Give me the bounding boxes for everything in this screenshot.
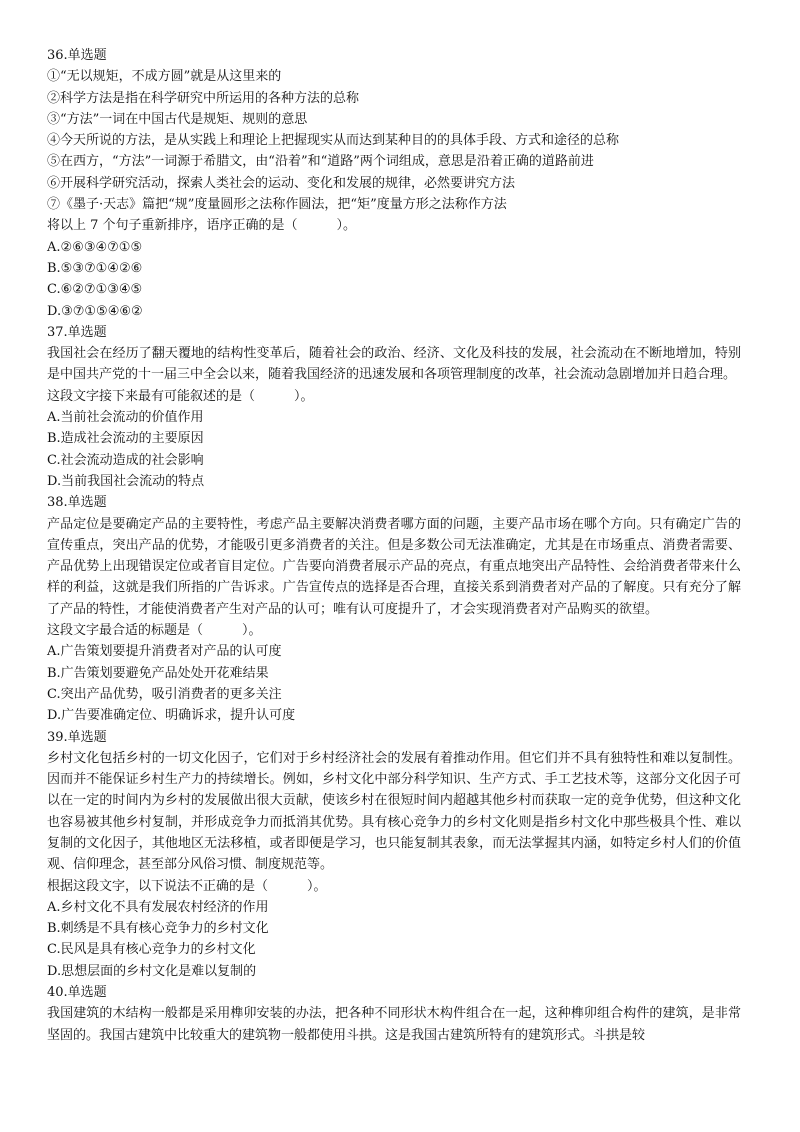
option-b: B.广告策划要避免产品处处开花难结果 xyxy=(47,665,269,681)
question-stem: 根据这段文字，以下说法不正确的是（ ）。 xyxy=(47,878,327,894)
question-title: 36.单选题 xyxy=(47,48,107,63)
option-a: A.②⑥③④⑦①⑤ xyxy=(47,239,143,255)
sentence-1: ①“无以规矩，不成方圆”就是从这里来的 xyxy=(47,69,282,85)
question-36 xyxy=(47,45,750,322)
sentence-7: ⑦《墨子·天志》篇把“规”度量圆形之法称作圆法，把“矩”度量方形之法称作方法 xyxy=(47,197,507,213)
option-b: B.造成社会流动的主要原因 xyxy=(47,431,204,447)
option-c: C.民风是具有核心竞争力的乡村文化 xyxy=(47,942,256,958)
option-d: D.③⑦①⑤④⑥② xyxy=(47,303,143,319)
sentence-5: ⑤在西方，“方法”一词源于希腊文，由“沿着”和“道路”两个词组成，意思是沿着正确的道路前进 xyxy=(47,154,594,170)
option-c: C.⑥②⑦①③④⑤ xyxy=(47,282,143,298)
question-title: 37.单选题 xyxy=(47,324,107,340)
option-d: D.当前我国社会流动的特点 xyxy=(47,473,205,489)
option-d: D.广告要准确定位、明确诉求，提升认可度 xyxy=(47,708,296,724)
question-passage: 产品定位是要确定产品的主要特性，考虑产品主要解决消费者哪方面的问题，主要产品市场在哪个方向。只有确定广告的宣传重点，突出产品的优势，才能吸引更多消费者的关注。但是多数公司无法准确定，尤其是在市场重点、消费者需要、产品优势上出现错误定位或者盲目定位。广告要向消费者展示产品的亮点，有重点地突出产品特性、会给消费者带来什么样的利益，这就是我们所指的广告诉求。广告宣传点的选择是否合理，直接关系到消费者对产品的了解度。只有充分了解了产品的特性，才能使消费者产生对产品的认可；唯有认可度提升了，才会实现消费者对产品购买的欲望。 xyxy=(47,516,741,617)
question-passage: 我国建筑的木结构一般都是采用榫卯安装的办法，把各种不同形状木构件组合在一起，这种榫卯组合构件的建筑，是非常坚固的。我国古建筑中比较重大的建筑物一般都使用斗拱。这是我国古建筑所特有的建筑形式。斗拱是较 xyxy=(47,1006,741,1043)
question-passage: 乡村文化包括乡村的一切文化因子，它们对于乡村经济社会的发展有着推动作用。但它们并不具有独特性和难以复制性。因而并不能保证乡村生产力的持续增长。例如，乡村文化中部分科学知识、生产方式、手工艺技术等，这部分文化因子可以在一定的时间内为乡村的发展做出很大贡献，使该乡村在很短时间内超越其他乡村而获取一定的竞争优势，但这种文化也容易被其他乡村复制，并形成竞争力而抵消其优势。具有核心竞争力的乡村文化则是指乡村文化中那些极具个性、难以复制的文化因子，其他地区无法移植，或者即便是学习，也只能复制其表象，而无法掌握其内涵，如特定乡村人们的价值观、信仰理念，甚至部分风俗习惯、制度规范等。 xyxy=(47,750,741,873)
sentence-4: ④今天所说的方法，是从实践上和理论上把握现实从而达到某种目的的具体手段、方式和途径的总称 xyxy=(47,133,620,149)
question-title: 38.单选题 xyxy=(47,495,107,511)
sentence-6: ⑥开展科学研究活动，探索人类社会的运动、变化和发展的规律，必然要讲究方法 xyxy=(47,175,516,191)
sentence-2: ②科学方法是指在科学研究中所运用的各种方法的总称 xyxy=(47,90,360,106)
option-a: A.乡村文化不具有发展农村经济的作用 xyxy=(47,899,269,915)
question-passage: 我国社会在经历了翻天覆地的结构性变革后，随着社会的政治、经济、文化及科技的发展，社会流动在不断地增加，特别是中国共产党的十一届三中全会以来，随着我国经济的迅速发展和各项管理制度的改革，社会流动急剧增加并日趋合理。 xyxy=(47,346,741,383)
question-stem: 这段文字接下来最有可能叙述的是（ ）。 xyxy=(47,388,314,404)
sentence-3: ③“方法”一词在中国古代是规矩、规则的意思 xyxy=(47,111,308,127)
question-stem: 这段文字最合适的标题是（ ）。 xyxy=(47,623,262,639)
option-c: C.突出产品优势，吸引消费者的更多关注 xyxy=(47,686,282,702)
question-38 xyxy=(47,492,750,726)
question-37 xyxy=(47,322,750,492)
question-stem: 将以上 7 个句子重新排序，语序正确的是（ ）。 xyxy=(47,218,357,234)
option-d: D.思想层面的乡村文化是难以复制的 xyxy=(47,963,257,979)
option-a: A.广告策划要提升消费者对产品的认可度 xyxy=(47,644,282,660)
option-c: C.社会流动造成的社会影响 xyxy=(47,452,204,468)
option-a: A.当前社会流动的价值作用 xyxy=(47,410,204,426)
question-40 xyxy=(47,982,750,1046)
question-39 xyxy=(47,727,750,983)
question-title: 39.单选题 xyxy=(47,729,107,745)
question-title: 40.单选题 xyxy=(47,985,107,1001)
option-b: B.⑤③⑦①④②⑥ xyxy=(47,260,143,276)
option-b: B.刺绣是不具有核心竞争力的乡村文化 xyxy=(47,921,269,937)
